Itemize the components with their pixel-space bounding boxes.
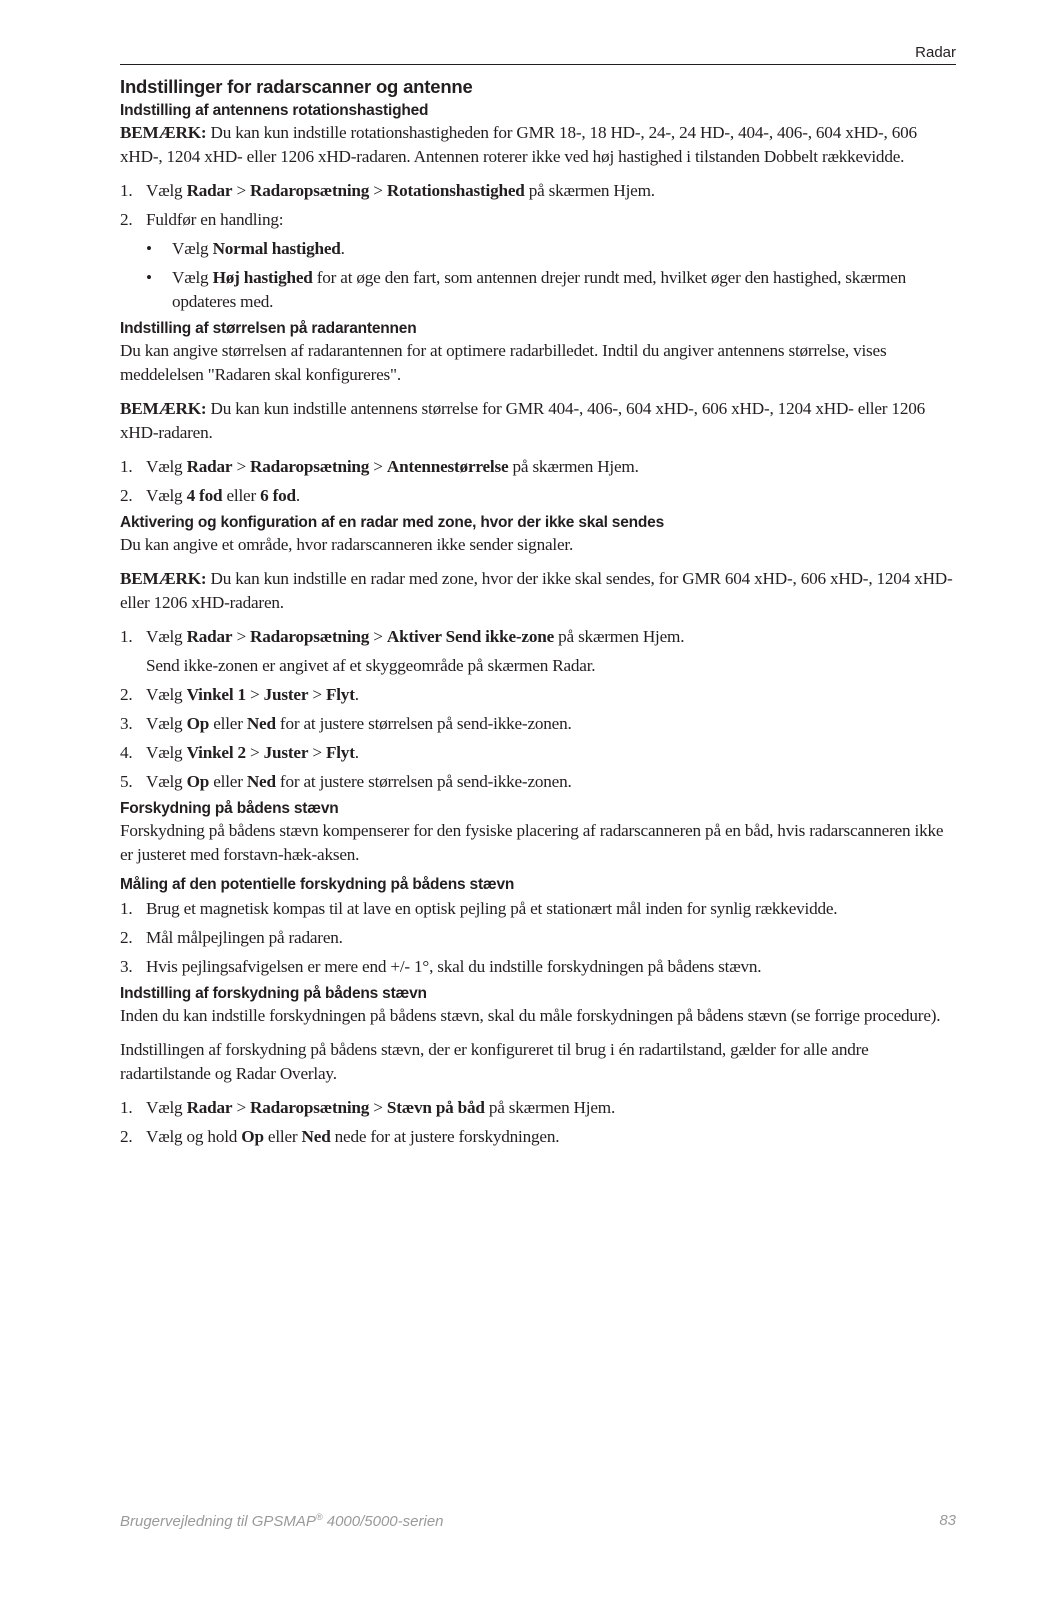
steps-antenna-size bbox=[120, 455, 958, 508]
note-antenna-size: BEMÆRK: Du kan kun indstille antennens størrelse for GMR 404-, 406-, 604 xHD-, 606 xHD-, 1204 xHD- eller 1206 xHD-radaren. bbox=[120, 399, 925, 442]
header-section-title: Radar bbox=[915, 44, 956, 61]
intro-no-transmit-zone: Du kan angive et område, hvor radarscanneren ikke sender signaler. bbox=[120, 535, 574, 554]
note-label: BEMÆRK: bbox=[120, 123, 207, 142]
heading-bow-offset: Forskydning på bådens stævn bbox=[120, 800, 339, 817]
steps-measure-bow-offset bbox=[120, 897, 958, 979]
step: 5. Vælg Op eller Ned for at justere størrelsen på send-ikke-zonen. bbox=[120, 772, 572, 791]
option-item: • Vælg Høj hastighed for at øge den fart, som antennen drejer rundt med, hvilket øger den hastighed, skærmen opdateres med. bbox=[146, 268, 906, 311]
page-content bbox=[120, 74, 958, 1154]
step-result: Send ikke-zonen er angivet af et skyggeområde på skærmen Radar. bbox=[146, 656, 596, 675]
page-number: 83 bbox=[939, 1512, 956, 1529]
option-item: • Vælg Normal hastighed. bbox=[146, 239, 345, 258]
intro-antenna-size: Du kan angive størrelsen af radarantennen for at optimere radarbilledet. Indtil du angiver antennens størrelse, vises meddelelsen "Radaren skal konfigureres". bbox=[120, 341, 887, 384]
heading-set-bow-offset: Indstilling af forskydning på bådens stævn bbox=[120, 985, 427, 1002]
step: 2. Mål målpejlingen på radaren. bbox=[120, 928, 343, 947]
step: 2. Vælg og hold Op eller Ned nede for at justere forskydningen. bbox=[120, 1127, 560, 1146]
intro-set-bow-offset: Inden du kan indstille forskydningen på bådens stævn, skal du måle forskydningen på bådens stævn (se forrige procedure). bbox=[120, 1006, 941, 1025]
step: 4. Vælg Vinkel 2 > Juster > Flyt. bbox=[120, 743, 359, 762]
step: 1. Brug et magnetisk kompas til at lave en optisk pejling på et stationært mål inden for synlig rækkevidde. bbox=[120, 899, 838, 918]
step: 3. Hvis pejlingsafvigelsen er mere end +/- 1°, skal du indstille forskydningen på bådens stævn. bbox=[120, 957, 762, 976]
manual-title: Brugervejledning til GPSMAP® 4000/5000-serien bbox=[120, 1512, 444, 1530]
step: 2. Vælg 4 fod eller 6 fod. bbox=[120, 486, 300, 505]
page-title: Indstillinger for radarscanner og antenne bbox=[120, 76, 473, 97]
steps-rotation-speed bbox=[120, 179, 958, 314]
note-rotation-speed bbox=[120, 121, 958, 169]
heading-measure-bow-offset: Måling af den potentielle forskydning på bådens stævn bbox=[120, 876, 515, 893]
steps-no-transmit-zone bbox=[120, 625, 958, 794]
note-text: Du kan kun indstille rotationshastigheden for GMR 18-, 18 HD-, 24-, 24 HD-, 404-, 406-, 604 xHD-, 606 xHD-, 1204 xHD- eller 1206 xHD-radaren. Antennen roterer ikke ved høj hastighed i tilstanden Dobbelt rækkevidde. bbox=[120, 123, 917, 166]
step: 3. Vælg Op eller Ned for at justere størrelsen på send-ikke-zonen. bbox=[120, 714, 572, 733]
step: 2. Fuldfør en handling: • Vælg Normal hastighed. • Vælg Høj hastighed for at øge den fart, som antennen drejer rundt med, hvilket øger den hastighed, skærmen opdateres med. bbox=[120, 208, 958, 314]
heading-rotation-speed: Indstilling af antennens rotationshastighed bbox=[120, 102, 429, 119]
page-header bbox=[120, 44, 956, 65]
step: 1. Vælg Radar > Radaropsætning > Rotationshastighed på skærmen Hjem. bbox=[120, 181, 655, 200]
steps-set-bow-offset bbox=[120, 1096, 958, 1149]
intro2-set-bow-offset: Indstillingen af forskydning på bådens stævn, der er konfigureret til brug i én radartilstand, gælder for alle andre radartilstande og Radar Overlay. bbox=[120, 1040, 869, 1083]
intro-bow-offset: Forskydning på bådens stævn kompenserer for den fysiske placering af radarscanneren på en båd, hvis radarscanneren ikke er justeret med forstavn-hæk-aksen. bbox=[120, 821, 944, 864]
step: 1. Vælg Radar > Radaropsætning > Aktiver Send ikke-zone på skærmen Hjem. Send ikke-zonen er angivet af et skyggeområde på skærmen Radar. bbox=[120, 625, 958, 678]
page-footer bbox=[120, 1512, 956, 1530]
options-list bbox=[146, 237, 958, 314]
note-no-transmit-zone: BEMÆRK: Du kan kun indstille en radar med zone, hvor der ikke skal sendes, for GMR 604 xHD-, 606 xHD-, 1204 xHD- eller 1206 xHD-radaren. bbox=[120, 569, 953, 612]
step: 1. Vælg Radar > Radaropsætning > Antennestørrelse på skærmen Hjem. bbox=[120, 457, 639, 476]
step: 1. Vælg Radar > Radaropsætning > Stævn på båd på skærmen Hjem. bbox=[120, 1098, 616, 1117]
step: 2. Vælg Vinkel 1 > Juster > Flyt. bbox=[120, 685, 359, 704]
heading-antenna-size: Indstilling af størrelsen på radarantennen bbox=[120, 320, 417, 337]
heading-no-transmit-zone: Aktivering og konfiguration af en radar med zone, hvor der ikke skal sendes bbox=[120, 514, 665, 531]
